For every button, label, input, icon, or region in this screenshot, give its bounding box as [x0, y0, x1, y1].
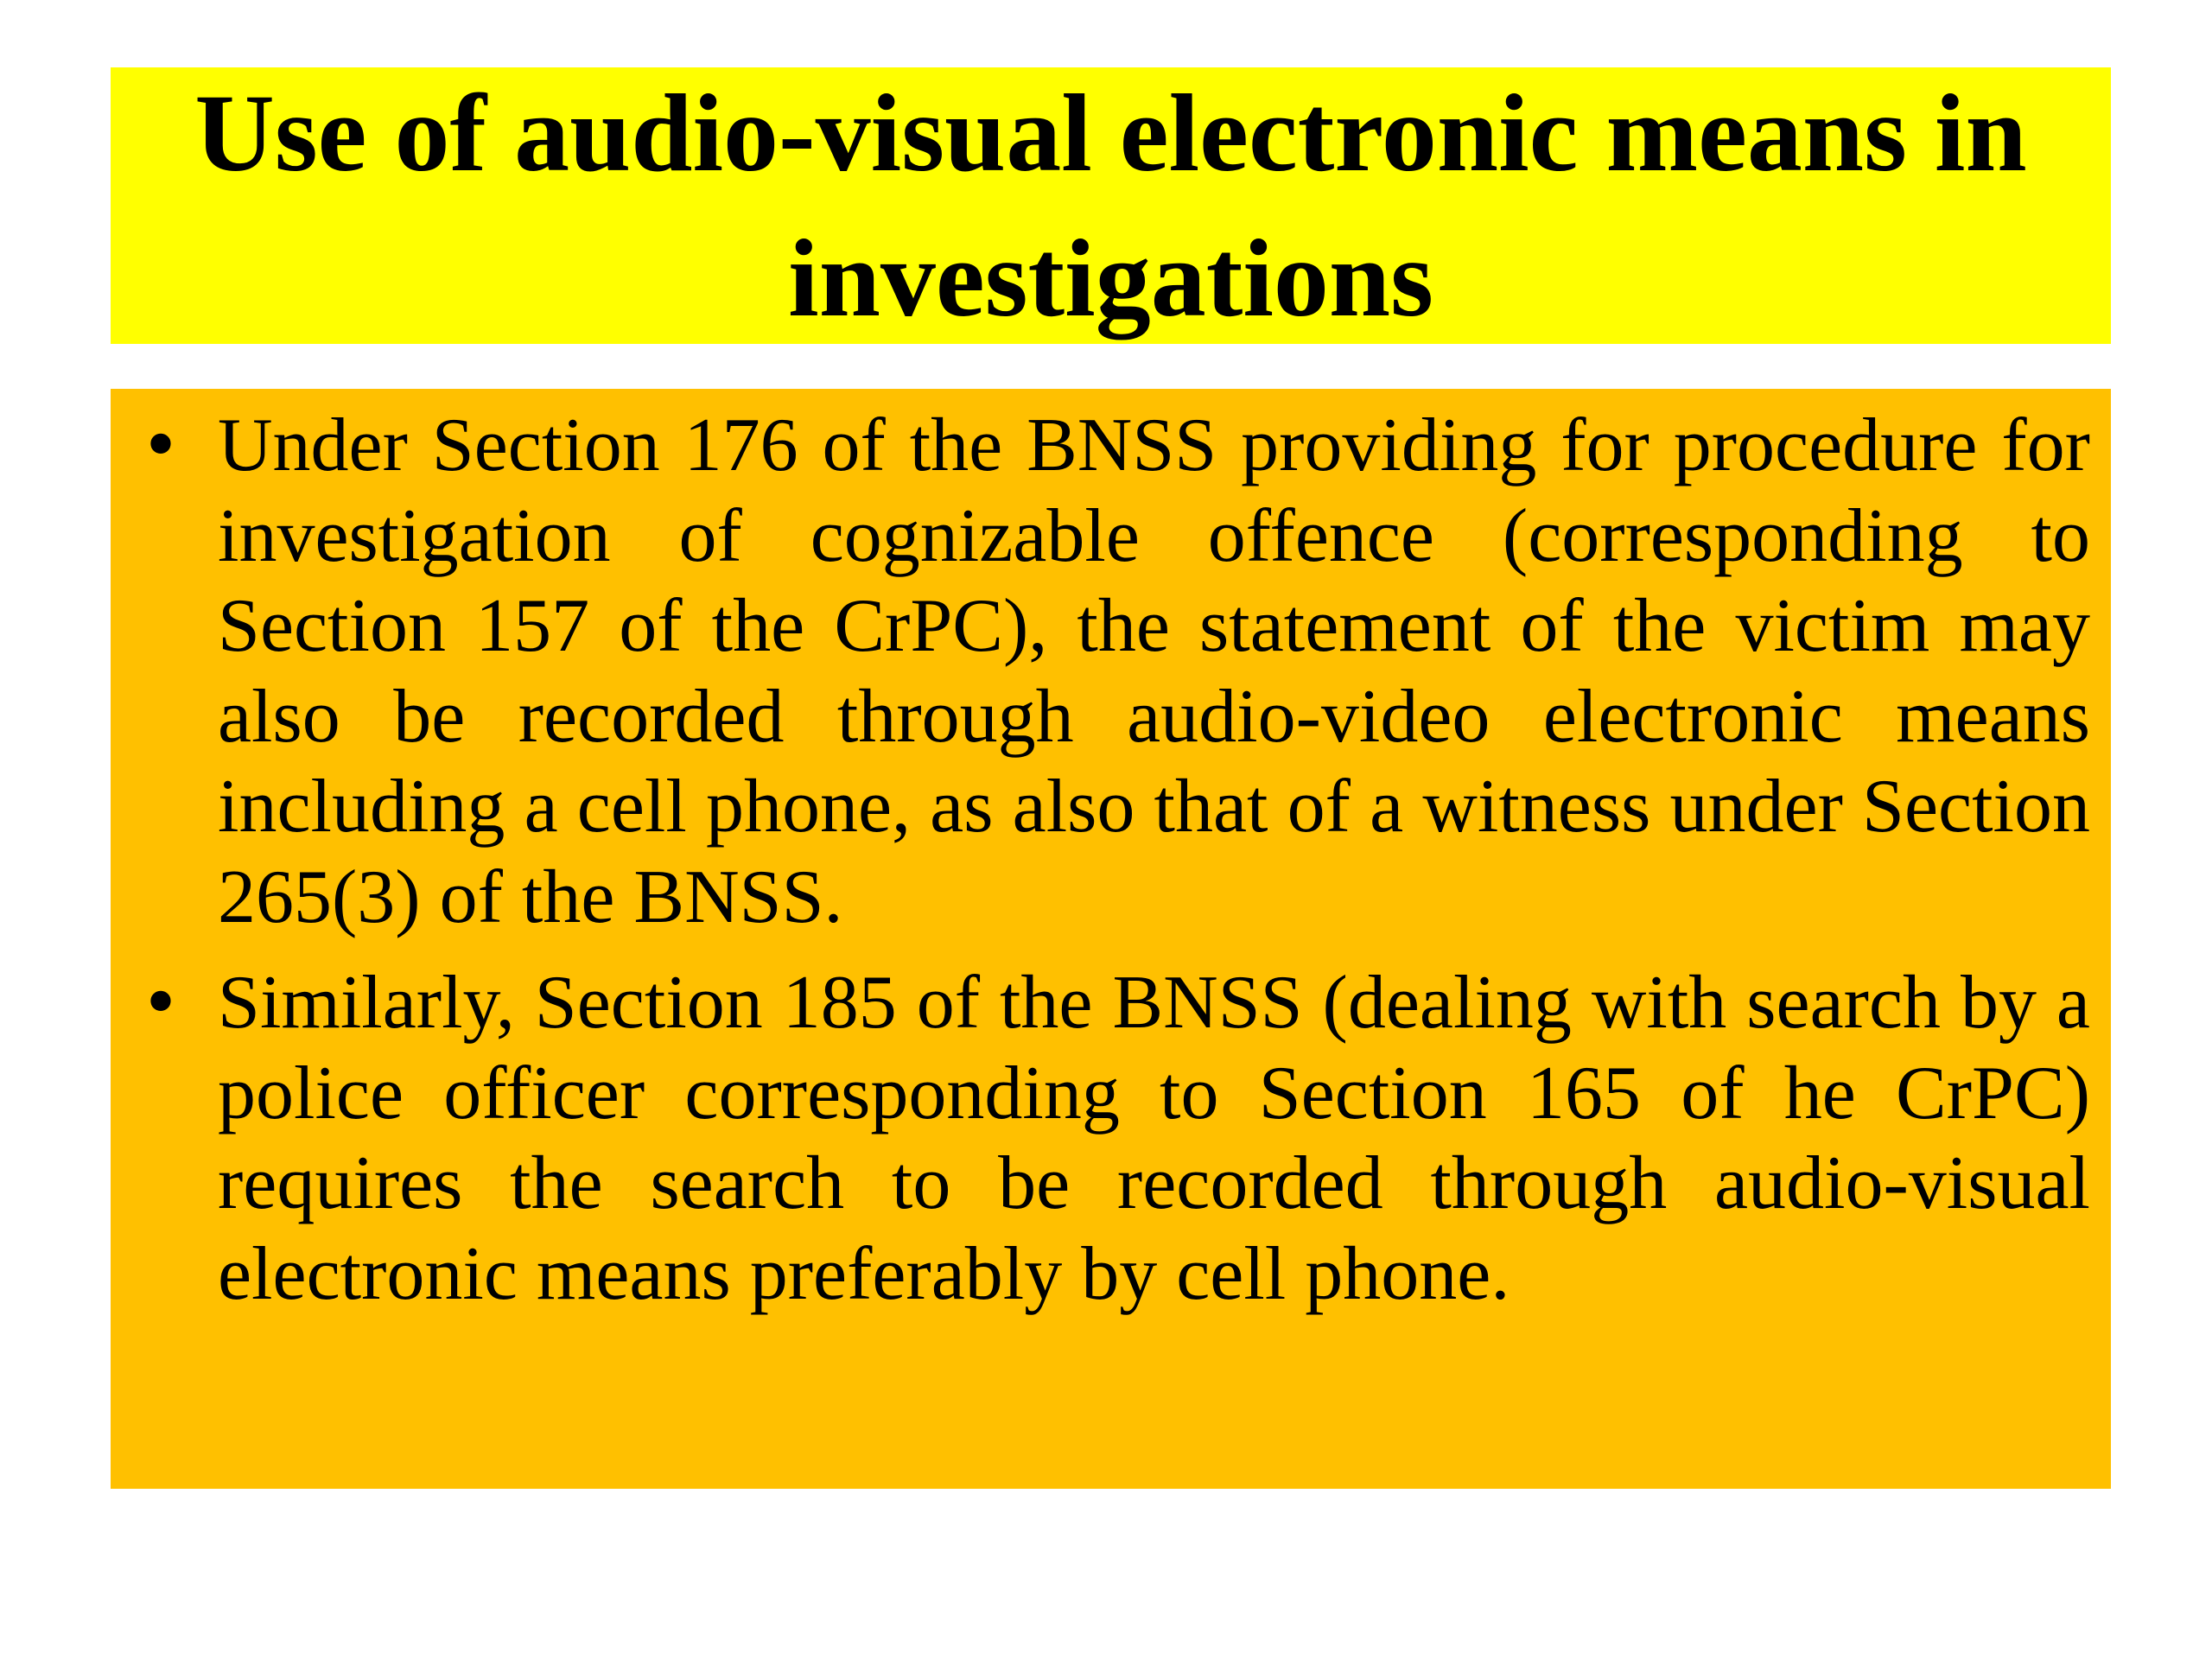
title-banner	[111, 67, 2111, 344]
slide-title: Use of audio-visual electronic means in investigations	[194, 72, 2027, 340]
bullet-icon: •	[140, 405, 181, 486]
content-panel	[111, 389, 2111, 1489]
bullet-item	[140, 401, 2090, 943]
bullet-text: Under Section 176 of the BNSS providing for procedure for investigation of cognizable offence (corresponding to Section 157 of the CrPC), the statement of the victim may also be recorded through audio-video electronic means including a cell phone, as also that of a witness under Section 265(3) of the BNSS.	[218, 404, 2090, 939]
bullet-text: Similarly, Section 185 of the BNSS (dealing with search by a police officer corresponding to Section 165 of he CrPC) requires the search to be recorded through audio-visual electronic means preferably by cell phone.	[218, 961, 2090, 1316]
bullet-icon: •	[140, 963, 181, 1043]
bullet-item	[140, 958, 2090, 1319]
bullet-list	[140, 401, 2090, 1319]
